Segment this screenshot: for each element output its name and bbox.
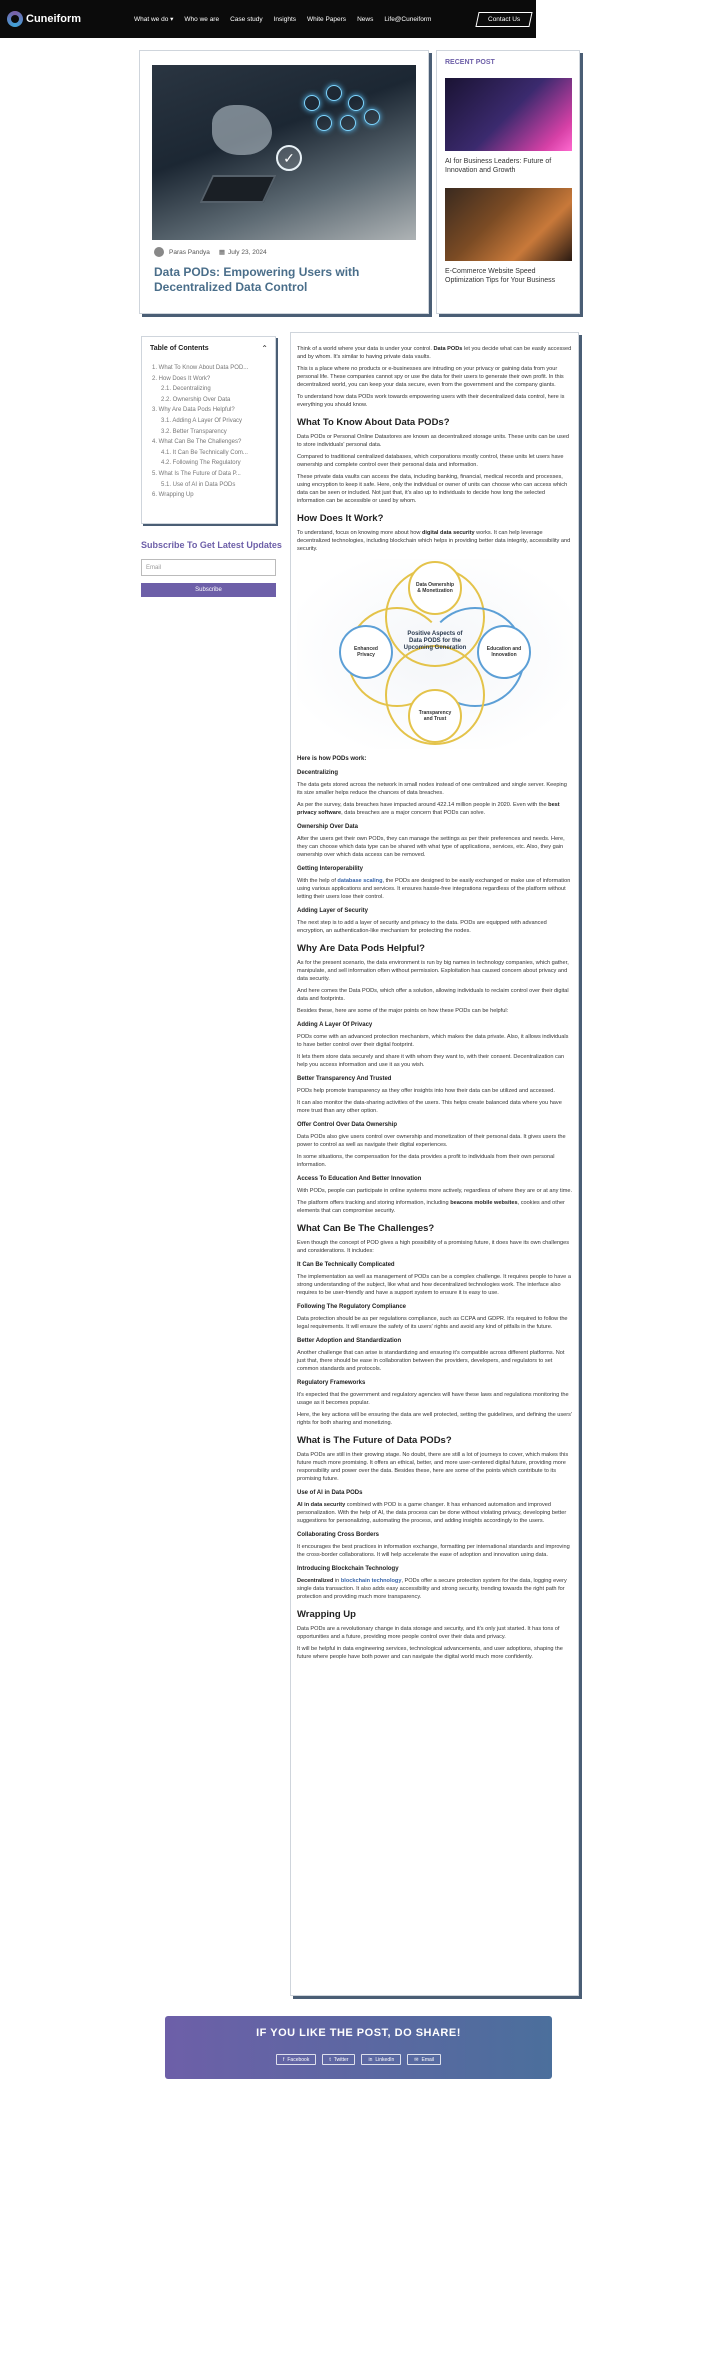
author-name[interactable]: Paras Pandya	[169, 248, 210, 256]
paragraph: This is a place where no products or e-businesses are intruding on your privacy or gaining data from your personal life. These companies cannot spy or use the data for their users to generate their own profit. In this decentralized world, you can keep your data secure, even from the government and the company giants.	[297, 366, 564, 388]
toc-item[interactable]: 4.2. Following The Regulatory	[161, 460, 241, 467]
paragraph: PODs help promote transparency as they offer insights into how their data can be utilized and accessed.	[297, 1088, 555, 1094]
toc-item[interactable]: 6. Wrapping Up	[152, 492, 194, 499]
paragraph: As per the survey, data breaches have impacted around 422.14 million people in 2020. Even with the best privacy software, data breaches are a major concern that PODs can solve.	[297, 802, 560, 816]
toc-list	[152, 363, 268, 501]
menu-item-news[interactable]: News	[357, 15, 374, 23]
main-menu	[134, 15, 431, 23]
sub-heading: Better Transparency And Trusted	[297, 1076, 392, 1082]
paragraph: Another challenge that can arise is standardizing and ensuring it's compatible across different platforms. Not just that, there should be ease in collaboration between the providers, developers, and regulators to set common standards and protocols.	[297, 1350, 565, 1372]
table-of-contents	[141, 336, 276, 524]
twitter-icon: t	[329, 2056, 331, 2063]
section-heading: Wrapping Up	[297, 1609, 356, 1620]
featured-image	[152, 65, 416, 240]
paragraph: Here, the key actions will be ensuring the data are well protected, setting the guidelines, and defining the users' rights for both sharing and monetizing.	[297, 1412, 573, 1426]
menu-item-insights[interactable]: Insights	[273, 15, 297, 23]
author-avatar	[154, 247, 164, 257]
hologram-icons	[304, 85, 384, 145]
paragraph: It can also monitor the data-sharing activities of the users. This helps create balanced data where you have more trust than any other option.	[297, 1100, 562, 1114]
hand-shape	[212, 105, 272, 155]
share-banner	[165, 2016, 552, 2079]
paragraph: Think of a world where your data is under your control. Data PODs let you decide what can be easily accessed and by whom. It's similar to having private data vaults.	[297, 346, 572, 360]
email-field[interactable]: Email	[141, 559, 276, 576]
paragraph: To understand, focus on knowing more about how digital data security works. It can help leverage decentralized technologies, including blockchain which helps in providing better data integrity, accessibility and security.	[297, 530, 571, 552]
share-heading: IF YOU LIKE THE POST, DO SHARE!	[256, 2027, 461, 2039]
section-heading: Why Are Data Pods Helpful?	[297, 943, 425, 954]
section-heading: How Does It Work?	[297, 513, 384, 524]
recent-post-image[interactable]	[445, 188, 572, 261]
paragraph: AI in data security combined with POD is a game changer. It has enhanced automation and improved personalization. With the help of AI, the data process can be done without violating privacy, developing better suggestions for personalizing, automating the process, and adding insights accordingly to the users.	[297, 1502, 567, 1524]
paragraph: With the help of database scaling, the PODs are designed to be easily exchanged or make use of information using various applications and services. It ensures hassle-free integrations regardless of the platform without letting their users lose their control.	[297, 878, 571, 900]
top-navbar	[0, 0, 536, 38]
share-linkedin-button[interactable]: in LinkedIn	[361, 2054, 401, 2065]
recent-posts-panel	[436, 50, 580, 314]
sub-heading: Getting Interoperability	[297, 866, 364, 872]
diagram-node: Transparency and Trust	[408, 689, 462, 743]
paragraph: The next step is to add a layer of security and privacy to the data. PODs are equipped with advanced encryption, an authentication-like mechanism for protecting the nodes.	[297, 920, 547, 934]
paragraph: The data gets stored across the network in small nodes instead of one centralized and single server. Keeping its size smaller helps reduce the chances of data breaches.	[297, 782, 567, 796]
email-icon: ✉	[414, 2056, 419, 2063]
paragraph: It's expected that the government and regulatory agencies will have these laws and regulations monitoring the usage as it becomes popular.	[297, 1392, 569, 1406]
sub-heading: Introducing Blockchain Technology	[297, 1566, 399, 1572]
post-date: July 23, 2024	[228, 248, 267, 256]
paragraph: The platform offers tracking and storing information, including beacons mobile websites, cookies and other elements that can compromise security.	[297, 1200, 565, 1214]
toc-heading: Table of Contents	[150, 345, 209, 352]
sub-heading: It Can Be Technically Complicated	[297, 1262, 395, 1268]
sub-heading: Better Adoption and Standardization	[297, 1338, 402, 1344]
menu-item-case-study[interactable]: Case study	[230, 15, 263, 23]
share-buttons	[165, 2054, 552, 2065]
sub-heading: Here is how PODs work:	[297, 756, 367, 762]
recent-post-image[interactable]	[445, 78, 572, 151]
post-meta	[154, 247, 267, 257]
brand-name: Cuneiform	[26, 13, 81, 25]
menu-item-white-papers[interactable]: White Papers	[307, 15, 347, 23]
diagram-node: Education and Innovation	[477, 625, 531, 679]
paragraph: As for the present scenario, the data environment is run by big names in technology companies, which gather, manipulate, and sell information often without permission. Exploitation has caused concern about privacy and data security.	[297, 960, 569, 982]
share-email-button[interactable]: ✉ Email	[407, 2054, 441, 2065]
paragraph: It will be helpful in data engineering services, technological advancements, and user adoptions, shaping the future where people have both power and can navigate the digital world much more confidently.	[297, 1646, 563, 1660]
toc-item[interactable]: 1. What To Know About Data POD...	[152, 365, 249, 371]
toc-item[interactable]: 2.2. Ownership Over Data	[161, 396, 231, 403]
toc-item[interactable]: 3.1. Adding A Layer Of Privacy	[161, 417, 243, 424]
toc-item[interactable]: 3.2. Better Transparency	[161, 428, 227, 435]
linkedin-icon: in	[368, 2056, 373, 2063]
toc-item[interactable]: 3. Why Are Data Pods Helpful?	[152, 407, 235, 414]
chevron-down-icon: ▾	[170, 16, 174, 23]
paragraph: These private data vaults can access the data, including banking, financial, medical records and processes, using encryption to keep it safe. Here, only the individual or owner of units can choose who can access which data can be seen or included. Not just that, it's also up to individuals to decide how long the selected information can be accessible or used by whom.	[297, 474, 568, 504]
subscribe-button[interactable]: Subscribe	[141, 583, 276, 597]
menu-item-who-we-are[interactable]: Who we are	[184, 15, 220, 23]
paragraph: Besides these, here are some of the major points on how these PODs can be helpful:	[297, 1008, 509, 1014]
sub-heading: Use of AI in Data PODs	[297, 1490, 363, 1496]
sub-heading: Ownership Over Data	[297, 824, 359, 830]
pods-diagram	[297, 559, 573, 749]
sub-heading: Adding Layer of Security	[297, 908, 369, 914]
paragraph: In some situations, the compensation for the data provides a profit to individuals from their own personal information.	[297, 1154, 555, 1168]
post-title: Data PODs: Empowering Users with Decentralized Data Control	[154, 265, 360, 294]
toc-item[interactable]: 2.1. Decentralizing	[161, 386, 211, 393]
paragraph: It lets them store data securely and share it with whom they want to, with their consent. Decentralization can help you access information and use it as you wish.	[297, 1054, 565, 1068]
chevron-up-icon[interactable]: ⌃	[261, 344, 268, 353]
brand-logo[interactable]	[7, 11, 81, 27]
sub-heading: Collaborating Cross Borders	[297, 1532, 380, 1538]
sub-heading: Decentralizing	[297, 770, 339, 776]
paragraph: Decentralized in blockchain technology, PODs offer a secure protection system for the data, logging every single data transaction. It also adds easy accessibility and strong security, trending towards the right path for protection and providing much more transparency.	[297, 1578, 567, 1600]
recent-posts-heading: RECENT POST	[445, 59, 495, 66]
toc-item[interactable]: 5.1. Use of AI in Data PODs	[161, 481, 236, 488]
paragraph: To understand how data PODs work towards empowering users with their decentralized data control, here is everything you should know.	[297, 394, 565, 408]
article-body	[290, 332, 579, 1996]
toc-item[interactable]: 5. What Is The Future of Data P...	[152, 470, 241, 477]
paragraph: Data PODs or Personal Online Datastores are known as decentralized storage units. These units can be used to store individuals' personal data.	[297, 434, 569, 448]
sub-heading: Adding A Layer Of Privacy	[297, 1022, 373, 1028]
recent-post-title[interactable]: E-Commerce Website Speed Optimization Tips for Your Business	[445, 268, 556, 284]
paragraph: Even though the concept of POD gives a high possibility of a promising future, it does have its own challenges and considerations. It includes:	[297, 1240, 570, 1254]
paragraph: The implementation as well as management of PODs can be a complex challenge. It requires people to have a strong understanding of the subject, like what and how decentralized technologies work. The interface also requires to be user-friendly and have a support system to ensure it is easy to use.	[297, 1274, 571, 1296]
sub-heading: Access To Education And Better Innovation	[297, 1176, 422, 1182]
featured-post-card	[139, 50, 429, 314]
paragraph: With PODs, people can participate in online systems more actively, regardless of where they are or at any time.	[297, 1188, 573, 1194]
article-content	[297, 345, 573, 1665]
paragraph: It encourages the best practices in information exchange, formatting per international standards and improving the cross-border collaborations. It will help accelerate the ease of adoption and innovation using data.	[297, 1544, 570, 1558]
share-facebook-button[interactable]: f Facebook	[276, 2054, 316, 2065]
paragraph: Data PODs are a revolutionary change in data storage and security, and it's only just started. It has tons of opportunities and a future, providing more people control over their data and privacy.	[297, 1626, 560, 1640]
toc-item[interactable]: 4. What Can Be The Challenges?	[152, 439, 242, 446]
inline-link[interactable]: digital data security	[422, 530, 475, 536]
menu-item-life[interactable]: Life@Cuneiform	[384, 15, 432, 23]
inline-link[interactable]: database scaling	[337, 878, 383, 884]
toc-item[interactable]: 4.1. It Can Be Technically Com...	[161, 449, 248, 456]
recent-post-title[interactable]: AI for Business Leaders: Future of Innovation and Growth	[445, 158, 552, 174]
inline-link[interactable]: blockchain technology	[340, 1578, 402, 1584]
paragraph: Data protection should be as per regulations compliance, such as CCPA and GDPR. It's required to follow the legal requirements. It will ensure the safety of its users' rights and avoid any kind of pitfalls in the future.	[297, 1316, 568, 1330]
paragraph: After the users get their own PODs, they can manage the settings as per their preferences and needs. Here, they can choose which data type can be shared with what type of applications, services, etc. Also, they gain ownership over which data access can be removed.	[297, 836, 565, 858]
share-twitter-button[interactable]: t Twitter	[322, 2054, 355, 2065]
menu-item-what-we-do[interactable]: What we do ▾	[134, 15, 174, 23]
diagram-node: Enhanced Privacy	[339, 625, 393, 679]
paragraph: Compared to traditional centralized databases, which corporations mostly control, these units let users have ownership and complete control over their personal data and information.	[297, 454, 564, 468]
sub-heading: Regulatory Frameworks	[297, 1380, 366, 1386]
logo-icon	[7, 11, 23, 27]
calendar-icon: ▦	[218, 249, 225, 256]
sub-heading: Offer Control Over Data Ownership	[297, 1122, 398, 1128]
diagram-center-label: Positive Aspects of Data PODS for the Upcoming Generation	[403, 631, 467, 651]
paragraph: And here comes the Data PODs, which offer a solution, allowing individuals to reclaim control over their digital data and footprints.	[297, 988, 569, 1002]
section-heading: What To Know About Data PODs?	[297, 417, 450, 428]
contact-us-button[interactable]: Contact Us	[475, 12, 532, 27]
toc-item[interactable]: 2. How Does It Work?	[152, 375, 211, 382]
subscribe-heading: Subscribe To Get Latest Updates	[141, 540, 282, 550]
paragraph: Data PODs also give users control over ownership and monetization of their personal data. It gives users the power to control as well as navigate their digital experiences.	[297, 1134, 566, 1148]
paragraph: PODs come with an advanced protection mechanism, which makes the data private. Also, it allows individuals to have better control over their digital footprint.	[297, 1034, 569, 1048]
facebook-icon: f	[282, 2056, 285, 2063]
sub-heading: Following The Regulatory Compliance	[297, 1304, 407, 1310]
check-icon: ✓	[276, 145, 302, 171]
diagram-node: Data Ownership & Monetization	[408, 561, 462, 615]
section-heading: What is The Future of Data PODs?	[297, 1435, 452, 1446]
tablet-shape	[199, 175, 276, 203]
paragraph: Data PODs are still in their growing stage. No doubt, there are still a lot of journeys to cover, which makes this future much more promising. It offers an ethical, better, and more user-centered digital future, providing more responsibility and power over the data. Besides these, here are some of the points which contribute to its promising future.	[297, 1452, 569, 1482]
section-heading: What Can Be The Challenges?	[297, 1223, 435, 1234]
